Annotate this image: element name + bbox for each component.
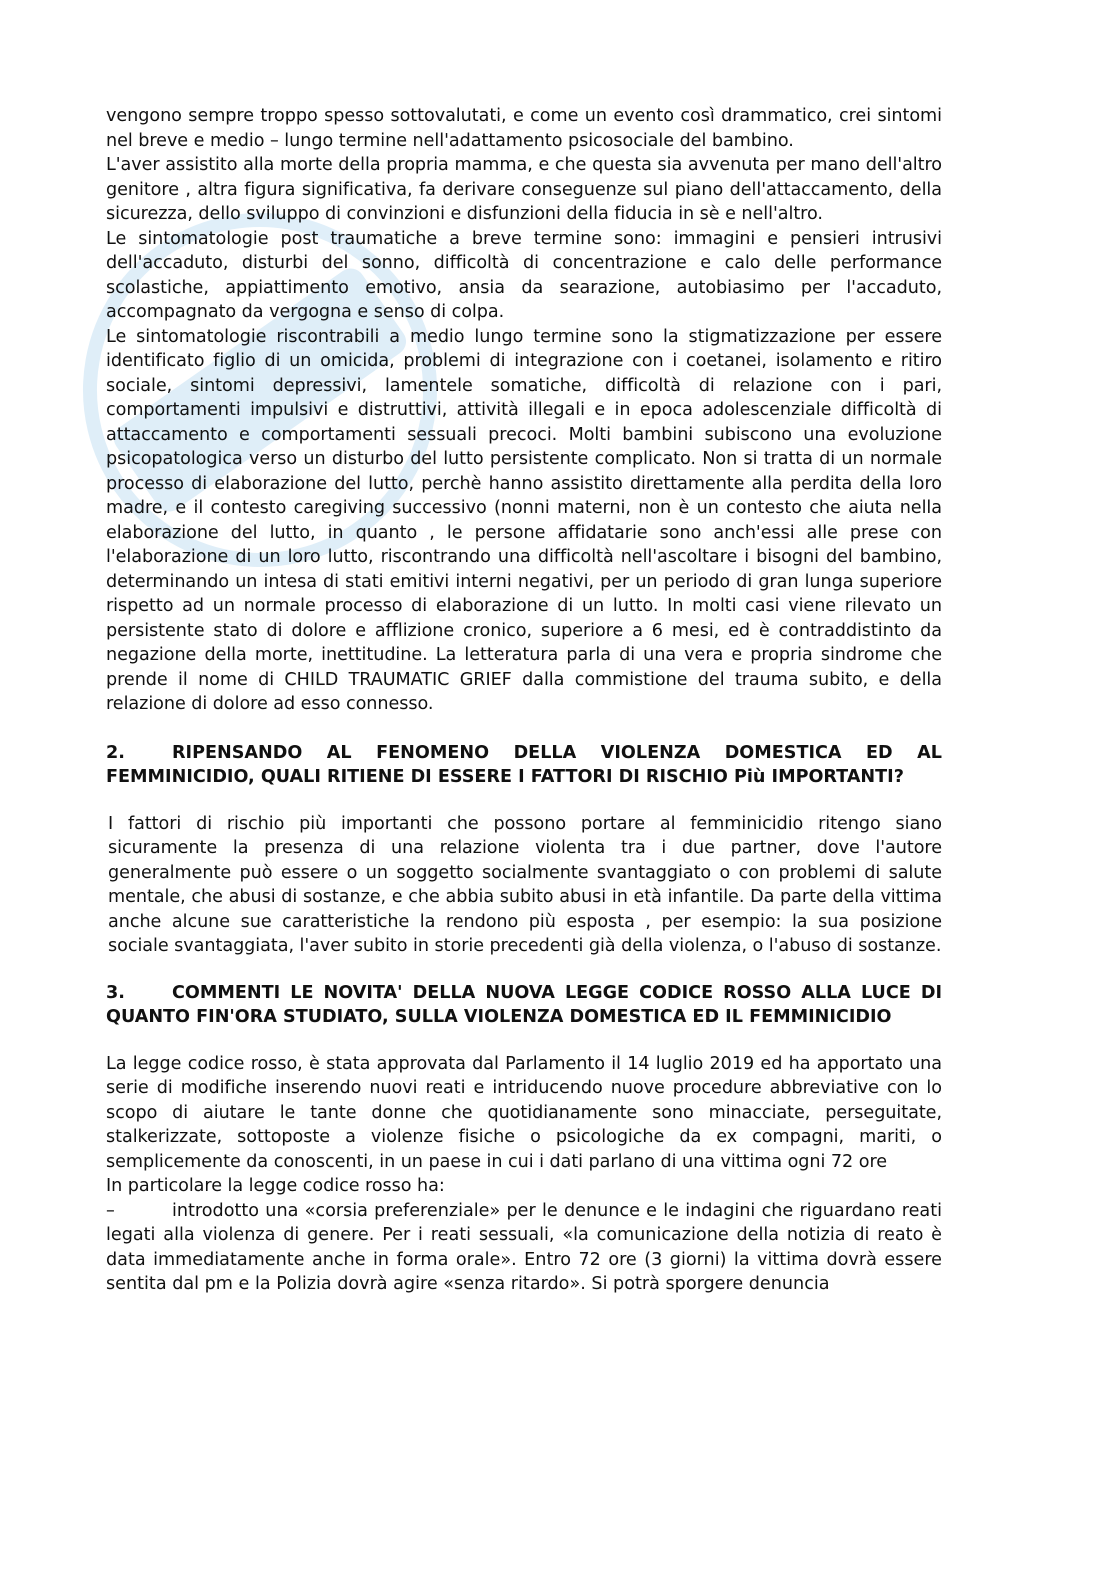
- paragraph-2: L'aver assistito alla morte della propria mamma, e che questa sia avvenuta per mano dell'altro genitore , altra figura significativa, fa derivare conseguenze sul piano dell'attaccamento, della sicurezza, dello sviluppo di convinzioni e disfunzioni della fiducia in sè e nell'altro.: [106, 155, 942, 224]
- section-3-heading: [106, 981, 942, 1030]
- section-2-title: RIPENSANDO AL FENOMENO DELLA VIOLENZA DOMESTICA ED AL FEMMINICIDIO, QUALI RITIENE DI ESSERE I FATTORI DI RISCHIO Più IMPORTANTI?: [106, 742, 942, 787]
- section-2-heading: [106, 741, 942, 790]
- bullet-text: introdotto una «corsia preferenziale» per le denunce e le indagini che riguardano reati legati alla violenza di genere. Per i reati sessuali, «la comunicazione della notizia di reato è data immediatamente anche in forma orale». Entro 72 ore (3 giorni) la vittima dovrà essere sentita dal pm e la Polizia dovrà agire «senza ritardo». Si potrà sporgere denuncia: [106, 1200, 942, 1294]
- bullet-dash: –: [106, 1200, 115, 1221]
- section-3-title: COMMENTI LE NOVITA' DELLA NUOVA LEGGE CODICE ROSSO ALLA LUCE DI QUANTO FIN'ORA STUDIATO, SULLA VIOLENZA DOMESTICA ED IL FEMMINICIDIO: [106, 982, 942, 1027]
- section-3-bullet: [106, 1199, 942, 1297]
- section-2-body: I fattori di rischio più importanti che possono portare al femminicidio ritengo siano sicuramente la presenza di una relazione violenta tra i due partner, dove l'autore generalmente può essere o un soggetto socialmente svantaggiato o con problemi di salute mentale, che abusi di sostanze, e che abbia subito abusi in età infantile. Da parte della vittima anche alcune sue caratteristiche la rendono più esposta , per esempio: la sua posizione sociale svantaggiata, l'aver subito in storie precedenti già della violenza, o l'abuso di sostanze.: [108, 813, 942, 956]
- section-3-body: La legge codice rosso, è stata approvata dal Parlamento il 14 luglio 2019 ed ha apportato una serie di modifiche inserendo nuovi reati e intriducendo nuove procedure abbreviative con lo scopo di aiutare le tante donne che quotidianamente sono minacciate, perseguitate, stalkerizzate, sottoposte a violenze fisiche o psicologiche da ex compagni, mariti, o semplicemente da conoscenti, in un paese in cui i dati parlano di una vittima ogni 72 ore: [106, 1053, 942, 1172]
- paragraph-3: Le sintomatologie post traumatiche a breve termine sono: immagini e pensieri intrusivi dell'accaduto, disturbi del sonno, difficoltà di concentrazione e calo delle performance scolastiche, appiattimento emotivo, ansia da searazione, autobiasimo per l'accaduto, accompagnato da vergogna e senso di colpa.: [106, 228, 942, 322]
- paragraph-4: Le sintomatologie riscontrabili a medio lungo termine sono la stigmatizzazione per essere identificato figlio di un omicida, problemi di integrazione con i coetanei, isolamento e ritiro sociale, sintomi depressivi, lamentele somatiche, difficoltà di relazione con i pari, comportamenti impulsivi e distruttivi, attività illegali e in epoca adolescenziale difficoltà di attaccamento e comportamenti sessuali precoci. Molti bambini subiscono una evoluzione psicopatologica verso un disturbo del lutto persistente complicato. Non si tratta di un normale processo di elaborazione del lutto, perchè hanno assistito direttamente alla perdita della loro madre, e il contesto caregiving successivo (nonni materni, non è un contesto che aiuta nella elaborazione del lutto, in quanto , le persone affidatarie sono anch'essi alle prese con l'elaborazione di un loro lutto, riscontrando una difficoltà nell'ascoltare i bisogni del bambino, determinando un intesa di stati emitivi interni negativi, per un periodo di gran lunga superiore rispetto ad un normale processo di elaborazione di un lutto. In molti casi viene rilevato un persistente stato di dolore e afflizione cronico, superiore a 6 mesi, ed è contraddistinto da negazione della morte, inettitudine. La letteratura parla di una vera e propria sindrome che prende il nome di CHILD TRAUMATIC GRIEF dalla commistione del trauma subito, e della relazione di dolore ad esso connesso.: [106, 326, 942, 714]
- paragraph-1: vengono sempre troppo spesso sottovalutati, e come un evento così drammatico, crei sintomi nel breve e medio – lungo termine nell'adattamento psicosociale del bambino.: [106, 106, 942, 151]
- section-3-intro: In particolare la legge codice rosso ha:: [106, 1176, 445, 1196]
- section-3-number: 3.: [106, 982, 125, 1003]
- section-2-number: 2.: [106, 742, 125, 763]
- document-page: [106, 104, 942, 1297]
